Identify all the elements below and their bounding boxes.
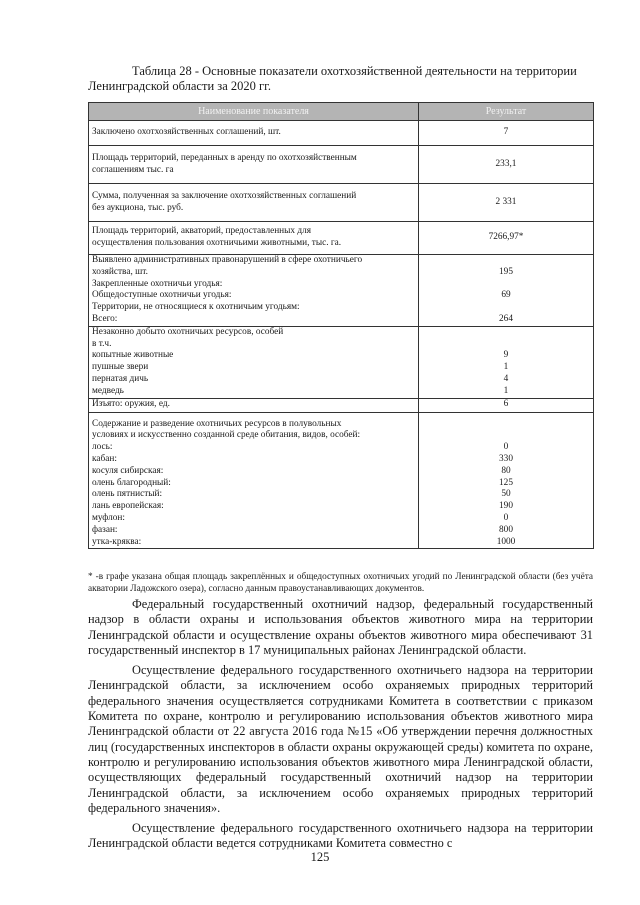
table-row <box>89 184 594 222</box>
row-label: Заключено охотхозяйственных соглашений, шт. <box>89 121 419 146</box>
row-value: 9 1 4 1 <box>419 326 594 398</box>
table-caption: Таблица 28 - Основные показатели охотхозяйственной деятельности на территории Ленинградской области за 2020 гг. <box>88 64 577 93</box>
table-header-row <box>89 103 594 121</box>
hunting-indicators-table <box>88 102 594 549</box>
row-label: Сумма, полученная за заключение охотхозяйственных соглашений без аукциона, тыс. руб. <box>89 184 419 222</box>
row-value: 6 <box>419 398 594 412</box>
row-label: Выявлено административных правонарушений в сфере охотничьего хозяйства, шт. Закрепленные охотничьи угодья: Общедоступные охотничьи угодья: Территории, не относящиеся к охотничьим угодьям: Всего: <box>89 255 419 327</box>
table-row <box>89 255 594 327</box>
row-label: Содержание и разведение охотничьих ресурсов в полувольных условиях и искусственно созданной среде обитания, видов, особей: лось: кабан: косуля сибирская: олень благородный: олень пятнистый: лань европейская: муфлон: фазан: утка-кряква: <box>89 412 419 549</box>
header-result: Результат <box>419 103 594 121</box>
body-text <box>88 597 593 857</box>
table-row <box>89 326 594 398</box>
table-footnote: * -в графе указана общая площадь закреплённых и общедоступных охотничьих угодий по Ленинградской области (без учёта акватории Ладожского озера), согласно данным правоустанавливающих документов. <box>88 572 593 594</box>
row-value: 7 <box>419 121 594 146</box>
row-label: Изъято: оружия, ед. <box>89 398 419 412</box>
table-row <box>89 222 594 255</box>
paragraph: Осуществление федерального государственного охотничьего надзора на территории Ленинградской области ведется сотрудниками Комитета совместно с <box>88 821 593 851</box>
paragraph: Осуществление федерального государственного охотничьего надзора на территории Ленинградской области, за исключением особо охраняемых природных территорий федерального значения осуществляется сотрудниками Комитета в соответствии с приказом Комитета по охране, контролю и регулированию использования объектов животного мира Ленинградской области от 22 августа 2016 года №15 «Об утверждении перечня должностных лиц (государственных инспекторов в области охраны окружающей среды) комитета по охране, контролю и регулированию использования объектов животного мира Ленинградской области, осуществляющих федеральный государственный охотничий надзор на территории Ленинградской области, за исключением особо охраняемых природных территорий федерального значения». <box>88 663 593 815</box>
table-row <box>89 412 594 549</box>
page-number: 125 <box>310 850 330 864</box>
row-label: Незаконно добыто охотничьих ресурсов, особей в т.ч. копытные животные пушные звери пернатая дичь медведь <box>89 326 419 398</box>
header-indicator-name: Наименование показателя <box>89 103 419 121</box>
row-value: 7266,97* <box>419 222 594 255</box>
table-row <box>89 121 594 146</box>
table-row <box>89 146 594 184</box>
table-row <box>89 398 594 412</box>
row-value: 195 69 264 <box>419 255 594 327</box>
row-value: 233,1 <box>419 146 594 184</box>
row-value: 0 330 80 125 50 190 0 800 1000 <box>419 412 594 549</box>
row-label: Площадь территорий, акваторий, предоставленных для осуществления пользования охотничьими животными, тыс. га. <box>89 222 419 255</box>
row-value: 2 331 <box>419 184 594 222</box>
paragraph: Федеральный государственный охотничий надзор, федеральный государственный надзор в области охраны и использования объектов животного мира на территории Ленинградской области и осуществление охраны объектов животного мира обеспечивают 31 государственный инспектор в 17 муниципальных районах Ленинградской области. <box>88 597 593 657</box>
row-label: Площадь территорий, переданных в аренду по охотхозяйственным соглашениям тыс. га <box>89 146 419 184</box>
